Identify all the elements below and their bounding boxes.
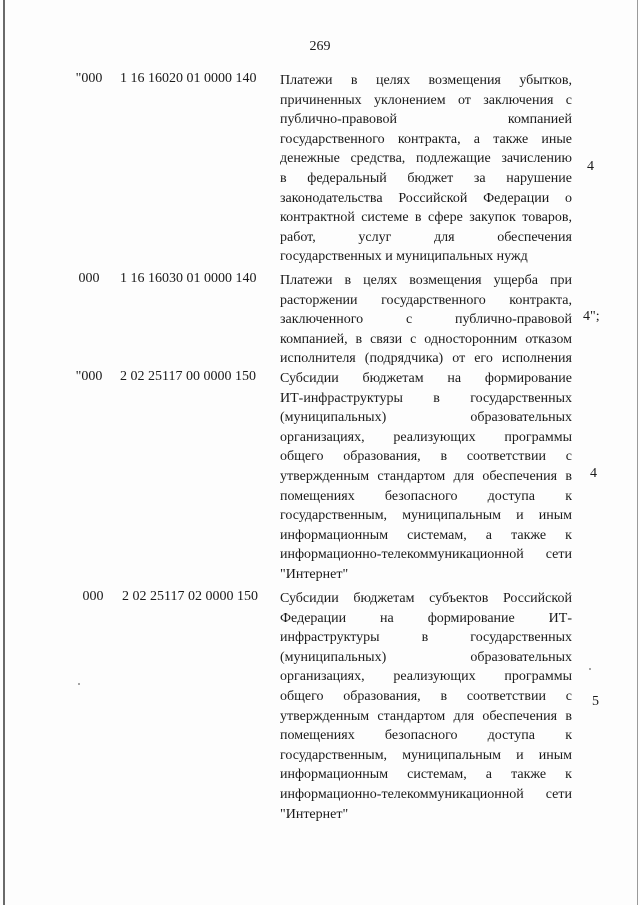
desc-line: Федерации на формирование ИТ- — [280, 610, 572, 626]
row-amount: 4 — [590, 466, 597, 481]
row-prefix: 000 — [82, 589, 104, 604]
row-prefix: "000 — [75, 369, 103, 384]
desc-line: компанией, в связи с односторонним отказом — [280, 331, 572, 347]
desc-line: государственным, муниципальным и иным — [280, 747, 572, 763]
desc-line: информационным системам, а также к — [280, 767, 572, 783]
desc-line: "Интернет" — [280, 566, 349, 582]
scan-speck — [78, 683, 80, 685]
desc-line: общего образования, в соответствии с — [280, 688, 572, 704]
desc-line: законодательства Российской Федерации о — [280, 190, 572, 206]
desc-line: Платежи в целях возмещения убытков, — [280, 73, 572, 88]
desc-line: (муниципальных) образовательных — [280, 649, 572, 665]
row-prefix: 000 — [78, 271, 100, 286]
row-amount: 4 — [587, 159, 594, 174]
row-code: 1 16 16020 01 0000 140 — [120, 71, 257, 86]
desc-line: государственного контракта, а также иные — [280, 131, 572, 147]
page-edge-right — [637, 0, 638, 905]
desc-line: утвержденным стандартом для обеспечения в — [280, 708, 572, 724]
desc-line: публично-правовой компанией — [280, 112, 572, 128]
desc-line: работ, услуг для обеспечения — [280, 229, 572, 245]
desc-line: расторжении государственного контракта, — [280, 292, 572, 308]
desc-line: помещениях безопасного доступа к — [280, 488, 572, 504]
desc-line: в федеральный бюджет за нарушение — [280, 170, 572, 186]
desc-line: Платежи в целях возмещения ущерба при — [280, 273, 572, 288]
desc-line: утвержденным стандартом для обеспечения в — [280, 468, 572, 484]
desc-line: Субсидии бюджетам на формирование — [280, 371, 572, 386]
row-amount: 5 — [592, 694, 599, 709]
desc-line: информационным системам, а также к — [280, 527, 572, 543]
desc-line: заключенного с публично-правовой — [280, 312, 572, 328]
desc-line: организациях, реализующих программы — [280, 669, 572, 685]
desc-line: причиненных уклонением от заключения с — [280, 92, 572, 108]
row-code: 2 02 25117 02 0000 150 — [122, 589, 258, 604]
page-number: 269 — [309, 39, 331, 54]
row-description — [280, 369, 572, 585]
row-amount: 4"; — [583, 309, 600, 324]
desc-line: организациях, реализующих программы — [280, 429, 572, 445]
desc-line: исполнителя (подрядчика) от его исполнения — [280, 351, 572, 367]
desc-line: информационно-телекоммуникационной сети — [280, 547, 572, 563]
desc-line: государственным, муниципальным и иным — [280, 508, 572, 524]
row-description — [280, 271, 572, 369]
page-edge-left — [3, 0, 5, 905]
row-code: 2 02 25117 00 0000 150 — [120, 369, 256, 384]
desc-line: помещениях безопасного доступа к — [280, 728, 572, 744]
desc-line: (муниципальных) образовательных — [280, 410, 572, 426]
desc-line: контрактной системе в сфере закупок товаров, — [280, 210, 572, 226]
row-prefix: "000 — [75, 71, 103, 86]
desc-line: денежные средства, подлежащие зачислению — [280, 151, 572, 167]
desc-line: "Интернет" — [280, 806, 349, 822]
row-code: 1 16 16030 01 0000 140 — [120, 271, 257, 286]
desc-line: ИТ-инфраструктуры в государственных — [280, 390, 572, 406]
scan-speck — [589, 668, 591, 670]
desc-line: информационно-телекоммуникационной сети — [280, 786, 572, 802]
desc-line: Субсидии бюджетам субъектов Российской — [280, 591, 572, 606]
desc-line: общего образования, в соответствии с — [280, 449, 572, 465]
desc-line: государственных и муниципальных нужд — [280, 249, 528, 265]
row-description — [280, 71, 572, 267]
row-description — [280, 589, 572, 824]
desc-line: инфраструктуры в государственных — [280, 630, 572, 646]
